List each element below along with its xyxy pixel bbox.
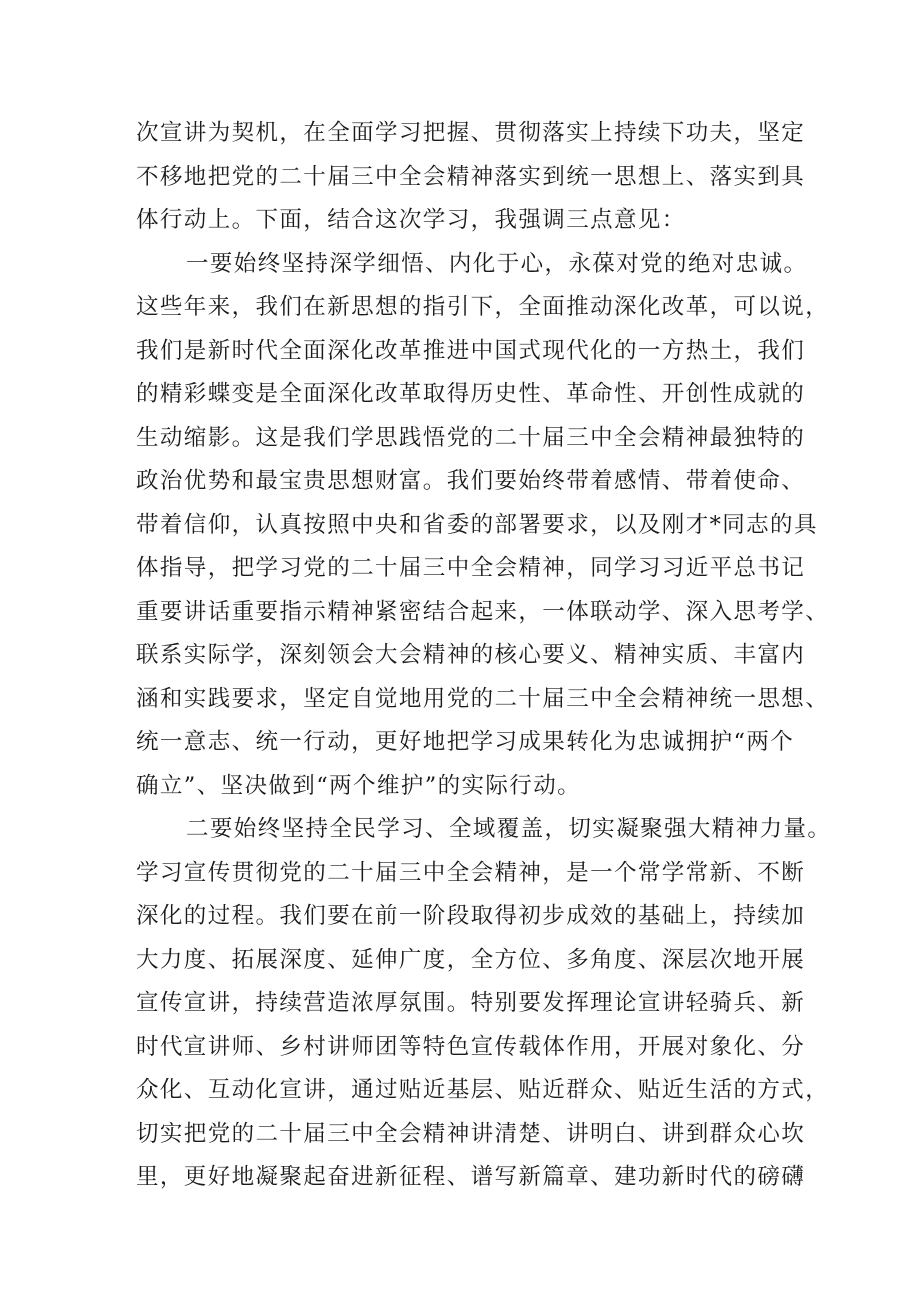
text-line: 大力度、拓展深度、延伸广度，全方位、多角度、深层次地开展 [136,946,806,973]
text-line: 涵和实践要求，坚定自觉地用党的二十届三中全会精神统一思想、 [136,685,830,712]
text-line: 深化的过程。我们要在前一阶段取得初步成效的基础上，持续加 [136,903,806,929]
text-line: 的精彩蝶变是全面深化改革取得历史性、革命性、开创性成就的 [136,381,806,407]
document-body [136,112,832,1200]
text-line: 确立”、坚决做到“两个维护”的实际行动。 [136,772,582,799]
text-line: 宣传宣讲，持续营造浓厚氛围。特别要发挥理论宣讲轻骑兵、新 [136,990,806,1016]
text-line: 体指导，把学习党的二十届三中全会精神，同学习习近平总书记 [136,555,806,581]
text-line: 里，更好地凝聚起奋进新征程、谱写新篇章、建功新时代的磅礴 [136,1164,806,1190]
text-line: 切实把党的二十届三中全会精神讲清楚、讲明白、讲到群众心坎 [136,1120,806,1147]
text-line: 带着信仰，认真按照中央和省委的部署要求，以及刚才*同志的具 [136,511,818,538]
text-line: 众化、互动化宣讲，通过贴近基层、贴近群众、贴近生活的方式， [136,1077,830,1103]
text-line: 联系实际学，深刻领会大会精神的核心要义、精神实质、丰富内 [136,642,806,668]
text-line: 生动缩影。这是我们学思践悟党的二十届三中全会精神最独特的 [136,424,806,451]
text-line: 我们是新时代全面深化改革推进中国式现代化的一方热土，我们 [136,337,806,364]
text-line: 时代宣讲师、乡村讲师团等特色宣传载体作用，开展对象化、分 [136,1033,806,1060]
text-line: 学习宣传贯彻党的二十届三中全会精神，是一个常学常新、不断 [136,859,806,886]
text-line: 次宣讲为契机，在全面学习把握、贯彻落实上持续下功夫，坚定 [136,120,806,146]
text-line: 体行动上。下面，结合这次学习，我强调三点意见： [136,207,686,233]
text-line: 统一意志、统一行动，更好地把学习成果转化为忠诚拥护“两个 [136,729,795,755]
text-line: 重要讲话重要指示精神紧密结合起来，一体联动学、深入思考学、 [136,598,830,625]
text-line: 政治优势和最宝贵思想财富。我们要始终带着感情、带着使命、 [136,468,806,494]
paragraph-heading-1: 一要始终坚持深学细悟、内化于心，永葆对党的绝对忠诚。 [186,250,808,277]
text-line: 这些年来，我们在新思想的指引下，全面推动深化改革，可以说， [136,294,830,320]
text-line: 不移地把党的二十届三中全会精神落实到统一思想上、落实到具 [136,163,806,190]
paragraph-heading-2: 二要始终坚持全民学习、全域覆盖，切实凝聚强大精神力量。 [186,816,832,842]
